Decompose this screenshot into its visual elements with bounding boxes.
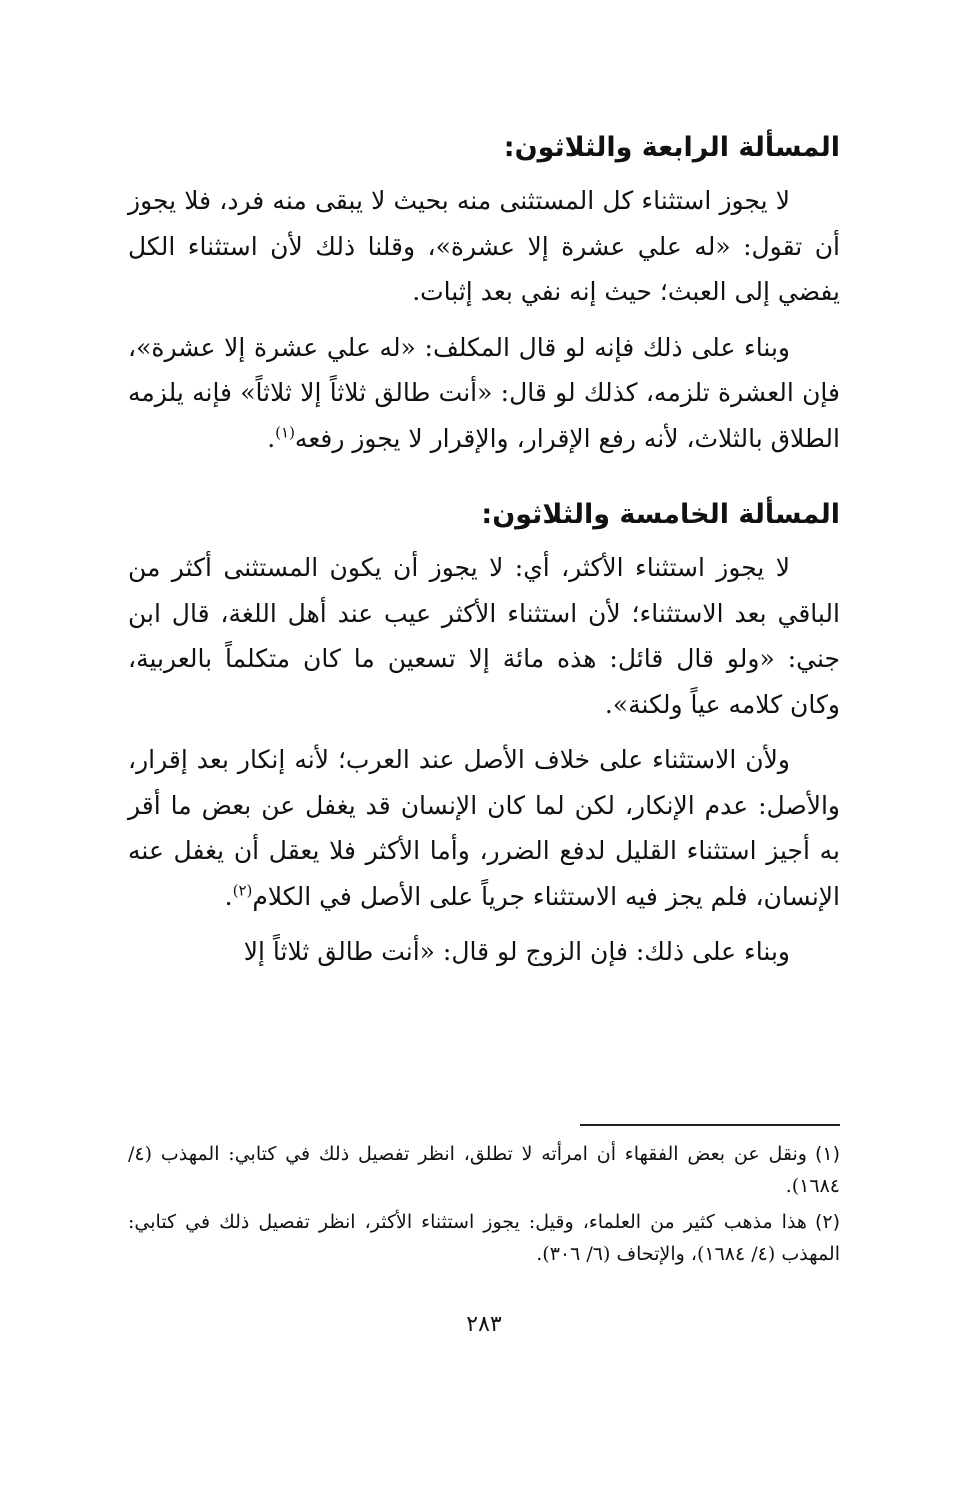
paragraph <box>128 737 840 919</box>
page-number: ٢٨٣ <box>466 1312 502 1337</box>
footnote-number: (٢) <box>814 1211 840 1233</box>
footnote <box>128 1206 840 1270</box>
footnote-text: هذا مذهب كثير من العلماء، وقيل: يجوز استثناء الأكثر، انظر تفصيل ذلك في كتابي: المهذب (٤/ ١٦٨٤)، والإتحاف (٦/ ٣٠٦). <box>128 1211 840 1265</box>
paragraph-text: ولأن الاستثناء على خلاف الأصل عند العرب؛ لأنه إنكار بعد إقرار، والأصل: عدم الإنكار، لكن لما كان الإنسان قد يغفل عن بعض ما أقر به أجيز استثناء القليل لدفع الضرر، وأما الأكثر فلا يعقل أن يغفل عنه الإنسان، فلم يجز فيه الاستثناء جرياً على الأصل في الكلام <box>128 745 840 911</box>
footnote-marker: (١) <box>275 423 295 442</box>
footnote-divider <box>580 1124 840 1126</box>
paragraph: لا يجوز استثناء كل المستثنى منه بحيث لا يبقى منه فرد، فلا يجوز أن تقول: «له علي عشرة إلا عشرة»، وقلنا ذلك لأن استثناء الكل يفضي إلى العبث؛ حيث إنه نفي بعد إثبات. <box>128 186 840 306</box>
footnote-marker: (٢) <box>232 881 253 900</box>
paragraph-end: . <box>224 881 233 911</box>
paragraph-text: وبناء على ذلك فإنه لو قال المكلف: «له علي عشرة إلا عشرة»، فإن العشرة تلزمه، كذلك لو قال: «أنت طالق ثلاثاً إلا ثلاثاً» فإنه يلزمه الطلاق بالثلاث، لأنه رفع الإقرار، والإقرار لا يجوز رفعه <box>128 332 840 453</box>
section-heading-34: المسألة الرابعة والثلاثون: <box>503 132 840 163</box>
paragraph-end: . <box>267 423 276 453</box>
footnotes <box>128 1138 840 1274</box>
section-heading-35: المسألة الخامسة والثلاثون: <box>481 499 840 530</box>
paragraph: وبناء على ذلك: فإن الزوج لو قال: «أنت طالق ثلاثاً إلا <box>243 937 790 966</box>
footnote <box>128 1138 840 1202</box>
paragraph: لا يجوز استثناء الأكثر، أي: لا يجوز أن يكون المستثنى أكثر من الباقي بعد الاستثناء؛ لأن استثناء الأكثر عيب عند أهل اللغة، قال ابن جني: «ولو قال قائل: هذه مائة إلا تسعين ما كان متكلماً بالعربية، وكان كلامه عياً ولكنة». <box>128 553 840 719</box>
paragraph <box>128 325 840 462</box>
footnote-text: ونقل عن بعض الفقهاء أن امرأته لا تطلق، انظر تفصيل ذلك في كتابي: المهذب (٤/ ١٦٨٤). <box>128 1143 840 1197</box>
footnote-number: (١) <box>814 1143 840 1165</box>
book-page <box>128 124 840 1434</box>
